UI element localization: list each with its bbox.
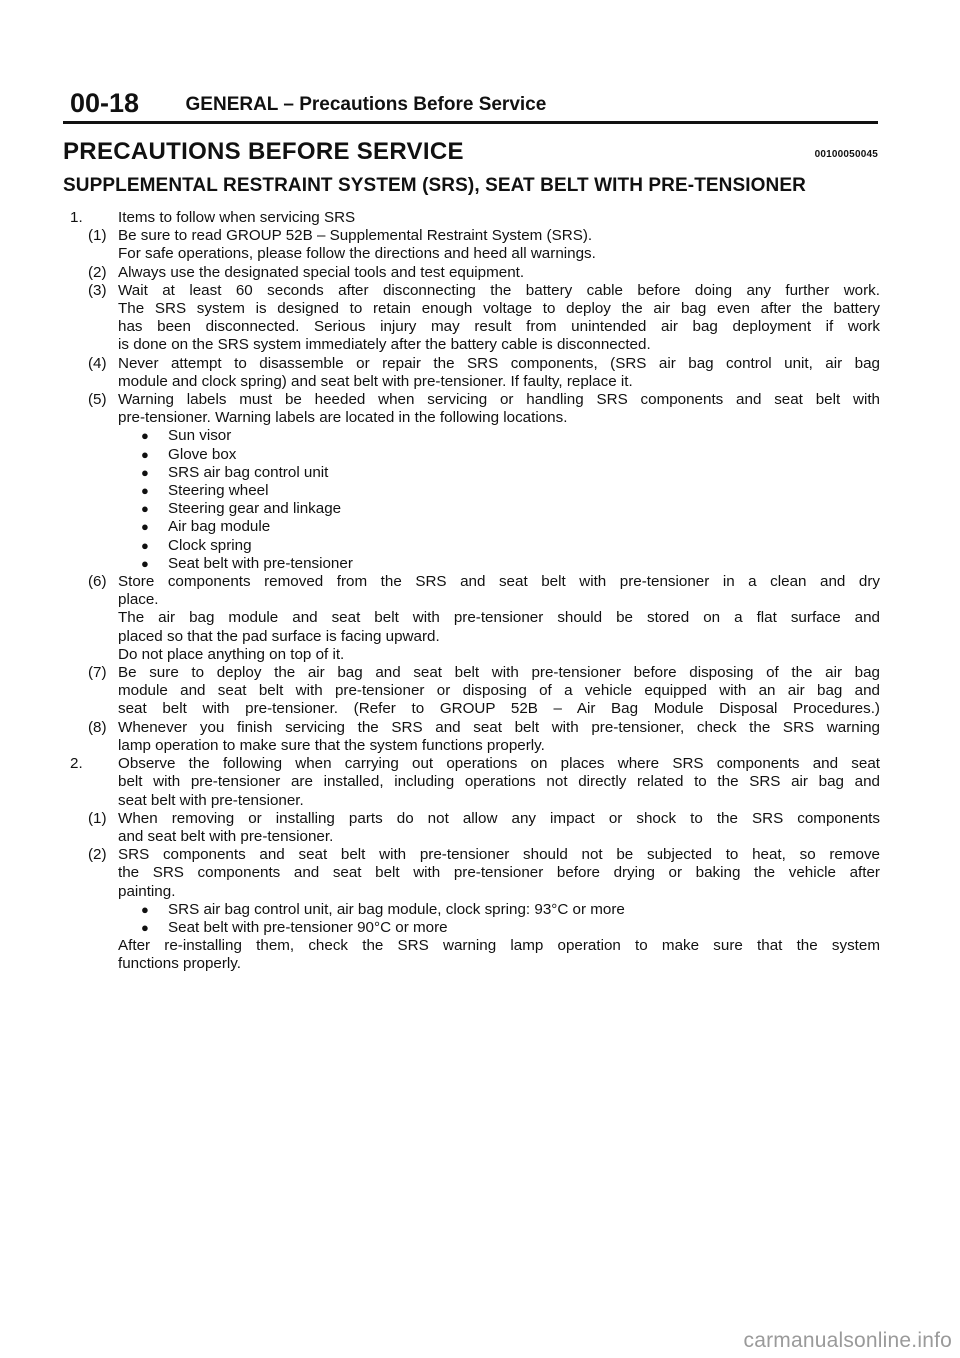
line-text: Steering gear and linkage: [168, 500, 342, 518]
text-line: [70, 318, 880, 336]
bullet-icon: ●: [141, 428, 149, 444]
line-text: Do not place anything on top of it.: [118, 645, 345, 663]
header-title: GENERAL – Precautions Before Service: [185, 94, 547, 115]
text-line: [70, 700, 880, 718]
bullet-item: [70, 427, 880, 445]
line-text: and seat belt with pre-tensioner.: [118, 827, 334, 845]
item-marker: (6): [88, 573, 107, 591]
text-line: [70, 628, 880, 646]
body-text: [70, 209, 880, 974]
sub-item: [70, 355, 880, 373]
line-text: Clock spring: [168, 536, 252, 554]
line-text: After re-installing them, check the SRS warning lamp operation to make sure that the system: [118, 937, 880, 955]
bullet-item: [70, 482, 880, 500]
line-text: Observe the following when carrying out operations on places where SRS components and seat: [118, 755, 880, 773]
page-number: 00-18: [70, 88, 140, 118]
text-line: [70, 409, 880, 427]
text-line: [70, 373, 880, 391]
sub-item: [70, 391, 880, 409]
text-line: [70, 336, 880, 354]
line-text: lamp operation to make sure that the system functions properly.: [118, 736, 545, 754]
page-header: [70, 90, 546, 117]
text-line: [70, 792, 880, 810]
line-text: When removing or installing parts do not allow any impact or shock to the SRS components: [118, 809, 880, 827]
bullet-icon: ●: [141, 483, 149, 499]
line-text: Sun visor: [168, 427, 232, 445]
numbered-item: [70, 755, 880, 773]
text-line: [70, 300, 880, 318]
line-text: seat belt with pre-tensioner.: [118, 791, 304, 809]
sub-item: [70, 282, 880, 300]
item-marker: 1.: [70, 209, 83, 226]
item-marker: (4): [88, 354, 107, 372]
item-marker: (8): [88, 718, 107, 736]
text-line: [70, 737, 880, 755]
line-text: Wait at least 60 seconds after disconnecting the battery cable before doing any further work.: [118, 281, 880, 299]
text-line: [70, 591, 880, 609]
item-marker: (2): [88, 263, 107, 281]
sub-item: [70, 573, 880, 591]
line-text: module and clock spring) and seat belt with pre-tensioner. If faulty, replace it.: [118, 372, 633, 390]
line-text: SRS air bag control unit: [168, 463, 329, 481]
line-text: Seat belt with pre-tensioner 90°C or more: [168, 918, 448, 936]
item-marker: (1): [88, 227, 107, 245]
text-line: [70, 828, 880, 846]
bullet-icon: ●: [141, 919, 149, 935]
text-line: [70, 609, 880, 627]
item-marker: (2): [88, 846, 107, 864]
text-line: [70, 682, 880, 700]
bullet-icon: ●: [141, 555, 149, 571]
text-line: [70, 883, 880, 901]
line-text: place.: [118, 591, 159, 609]
line-text: SRS air bag control unit, air bag module, clock spring: 93°C or more: [168, 900, 625, 918]
sub-item: [70, 846, 880, 864]
item-marker: (5): [88, 391, 107, 409]
line-text: Always use the designated special tools and test equipment.: [118, 263, 525, 281]
line-text: is done on the SRS system immediately after the battery cable is disconnected.: [118, 336, 651, 354]
line-text: Items to follow when servicing SRS: [118, 209, 356, 226]
bullet-item: [70, 901, 880, 919]
page-title: PRECAUTIONS BEFORE SERVICE: [63, 138, 464, 165]
line-text: Be sure to deploy the air bag and seat belt with pre-tensioner before disposing of the air bag: [118, 664, 880, 682]
bullet-item: [70, 446, 880, 464]
sub-item: [70, 810, 880, 828]
line-text: For safe operations, please follow the directions and heed all warnings.: [118, 245, 596, 263]
text-line: [70, 646, 880, 664]
item-marker: (1): [88, 809, 107, 827]
bullet-item: [70, 464, 880, 482]
line-text: The air bag module and seat belt with pre-tensioner should be stored on a flat surface and: [118, 609, 880, 627]
line-text: The SRS system is designed to retain enough voltage to deploy the air bag even after the battery: [118, 300, 880, 318]
line-text: Seat belt with pre-tensioner: [168, 554, 353, 572]
line-text: Warning labels must be heeded when servicing or handling SRS components and seat belt with: [118, 391, 880, 409]
text-line: [70, 864, 880, 882]
text-line: [70, 245, 880, 263]
item-marker: 2.: [70, 755, 83, 773]
line-text: Glove box: [168, 445, 237, 463]
bullet-icon: ●: [141, 537, 149, 553]
bullet-icon: ●: [141, 519, 149, 535]
bullet-icon: ●: [141, 901, 149, 917]
sub-item: [70, 719, 880, 737]
bullet-item: [70, 537, 880, 555]
sub-item: [70, 264, 880, 282]
line-text: seat belt with pre-tensioner. (Refer to GROUP 52B – Air Bag Module Disposal Procedures.): [118, 700, 880, 718]
line-text: functions properly.: [118, 955, 241, 973]
section-title: SUPPLEMENTAL RESTRAINT SYSTEM (SRS), SEAT BELT WITH PRE-TENSIONER: [63, 175, 806, 196]
sub-item: [70, 664, 880, 682]
line-text: the SRS components and seat belt with pre-tensioner before drying or baking the vehicle after: [118, 864, 880, 882]
numbered-item: [70, 209, 880, 227]
line-text: SRS components and seat belt with pre-tensioner should not be subjected to heat, so remove: [118, 846, 880, 864]
text-line: [70, 955, 880, 973]
line-text: has been disconnected. Serious injury may result from unintended air bag deployment if work: [118, 318, 880, 336]
line-text: Be sure to read GROUP 52B – Supplemental Restraint System (SRS).: [118, 227, 593, 245]
item-marker: (3): [88, 281, 107, 299]
document-code: 00100050045: [814, 149, 878, 160]
item-marker: (7): [88, 664, 107, 682]
watermark-text: carmanualsonline.info: [743, 1329, 952, 1352]
line-text: Whenever you finish servicing the SRS and seat belt with pre-tensioner, check the SRS warning: [118, 718, 880, 736]
line-text: Never attempt to disassemble or repair the SRS components, (SRS air bag control unit, air bag: [118, 354, 880, 372]
text-line: [70, 773, 880, 791]
bullet-item: [70, 518, 880, 536]
sub-item: [70, 227, 880, 245]
bullet-item: [70, 555, 880, 573]
bullet-icon: ●: [141, 464, 149, 480]
line-text: painting.: [118, 882, 176, 900]
bullet-icon: ●: [141, 501, 149, 517]
line-text: belt with pre-tensioner are installed, including operations not directly related to the SRS air bag and: [118, 773, 880, 791]
line-text: Steering wheel: [168, 482, 269, 500]
bullet-item: [70, 919, 880, 937]
line-text: placed so that the pad surface is facing upward.: [118, 627, 440, 645]
line-text: pre-tensioner. Warning labels are located in the following locations.: [118, 409, 568, 427]
line-text: Air bag module: [168, 518, 271, 536]
text-line: [70, 937, 880, 955]
line-text: module and seat belt with pre-tensioner or disposing of a vehicle equipped with an air bag and: [118, 682, 880, 700]
line-text: Store components removed from the SRS and seat belt with pre-tensioner in a clean and dry: [118, 573, 880, 591]
bullet-item: [70, 500, 880, 518]
header-rule: [63, 121, 878, 124]
bullet-icon: ●: [141, 446, 149, 462]
